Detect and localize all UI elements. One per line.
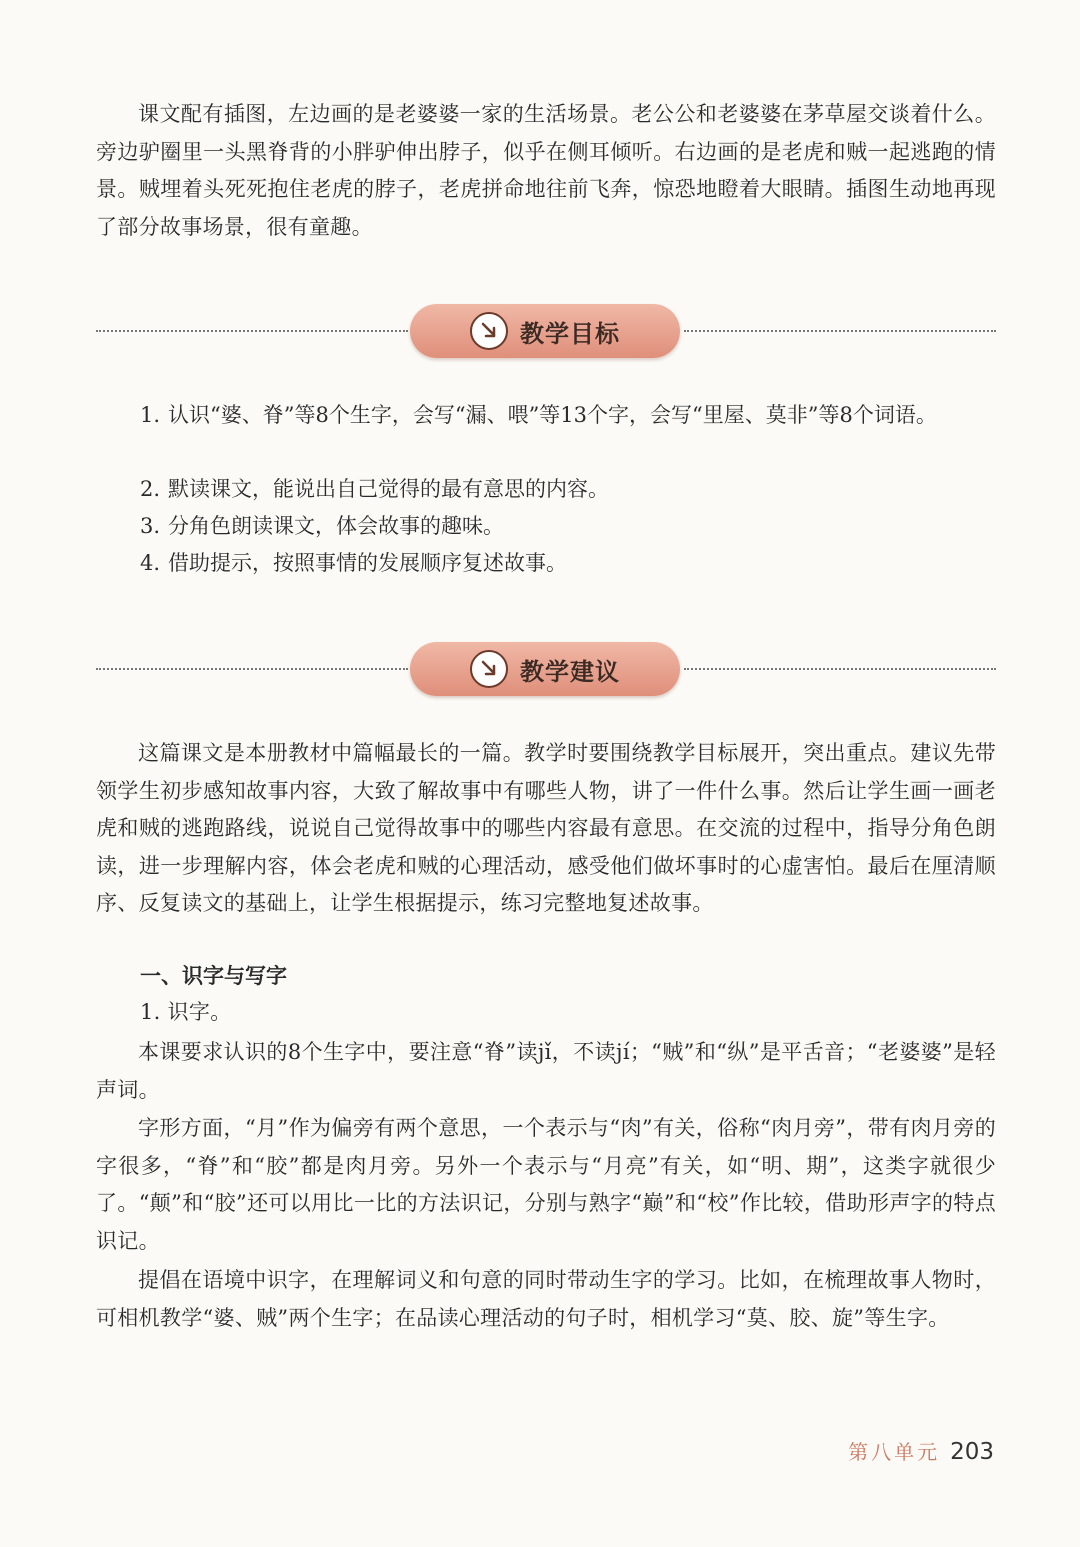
goal-number: 1. [140,403,161,427]
goals-banner-row [96,304,996,358]
goal-text: 借助提示，按照事情的发展顺序复述故事。 [168,551,567,575]
goal-number: 4. [140,551,161,575]
goal-number: 2. [140,477,161,501]
suggestions-banner [410,642,680,696]
page-footer [848,1436,994,1465]
suggestions-paragraph: 这篇课文是本册教材中篇幅最长的一篇。教学时要围绕教学目标展开，突出重点。建议先带领学生初步感知故事内容，大致了解故事中有哪些人物，讲了一件什么事。然后让学生画一画老虎和贼的逃跑路线，说说自己觉得故事中的哪些内容最有意思。在交流的过程中，指导分角色朗读，进一步理解内容，体会老虎和贼的心理活动，感受他们做坏事时的心虚害怕。最后在厘清顺序、反复读文的基础上，让学生根据提示，练习完整地复述故事。 [96,741,996,915]
goal-text: 分角色朗读课文，体会故事的趣味。 [168,514,504,538]
goal-item-2 [96,471,996,508]
goal-text: 默读课文，能说出自己觉得的最有意思的内容。 [168,477,609,501]
goals-banner [410,304,680,358]
goal-item-3 [96,508,996,545]
goal-text: 认识“婆、脊”等8个生字，会写“漏、喂”等13个字，会写“里屋、莫非”等8个词语。 [168,403,937,427]
literacy-paragraph-1: 本课要求认识的8个生字中，要注意“脊”读jǐ，不读jí；“贼”和“纵”是平舌音；“老婆婆”是轻声词。 [96,1040,996,1102]
unit-label: 第八单元 [848,1440,941,1464]
goals-title: 教学目标 [520,319,620,348]
dotted-divider-right [684,330,996,332]
dotted-divider-left [96,668,408,670]
dotted-divider-left [96,330,408,332]
arrow-circle-icon [470,650,508,688]
literacy-paragraph-2: 字形方面，“月”作为偏旁有两个意思，一个表示与“肉”有关，俗称“肉月旁”，带有肉月旁的字很多，“脊”和“胶”都是肉月旁。另外一个表示与“月亮”有关，如“明、期”，这类字就很少了。“颠”和“胶”还可以用比一比的方法识记，分别与熟字“巅”和“校”作比较，借助形声字的特点识记。 [96,1116,996,1253]
arrow-circle-icon [470,312,508,350]
literacy-paragraph-3: 提倡在语境中识字，在理解词义和句意的同时带动生字的学习。比如，在梳理故事人物时，可相机教学“婆、贼”两个生字；在品读心理活动的句子时，相机学习“莫、胶、旋”等生字。 [96,1268,996,1330]
dotted-divider-right [684,668,996,670]
section-heading: 一、识字与写字 [140,964,287,988]
page-number: 203 [950,1439,994,1465]
suggestions-title: 教学建议 [520,657,620,686]
goal-item-4 [96,545,996,582]
intro-paragraph: 课文配有插图，左边画的是老婆婆一家的生活场景。老公公和老婆婆在茅草屋交谈着什么。旁边驴圈里一头黑脊背的小胖驴伸出脖子，似乎在侧耳倾听。右边画的是老虎和贼一起逃跑的情景。贼埋着头死死抱住老虎的脖子，老虎拼命地往前飞奔，惊恐地瞪着大眼睛。插图生动地再现了部分故事场景，很有童趣。 [96,102,996,239]
suggestions-banner-row [96,642,996,696]
subsection-label: 1. 识字。 [140,1000,232,1024]
goal-number: 3. [140,514,161,538]
goal-item-1 [96,397,996,434]
